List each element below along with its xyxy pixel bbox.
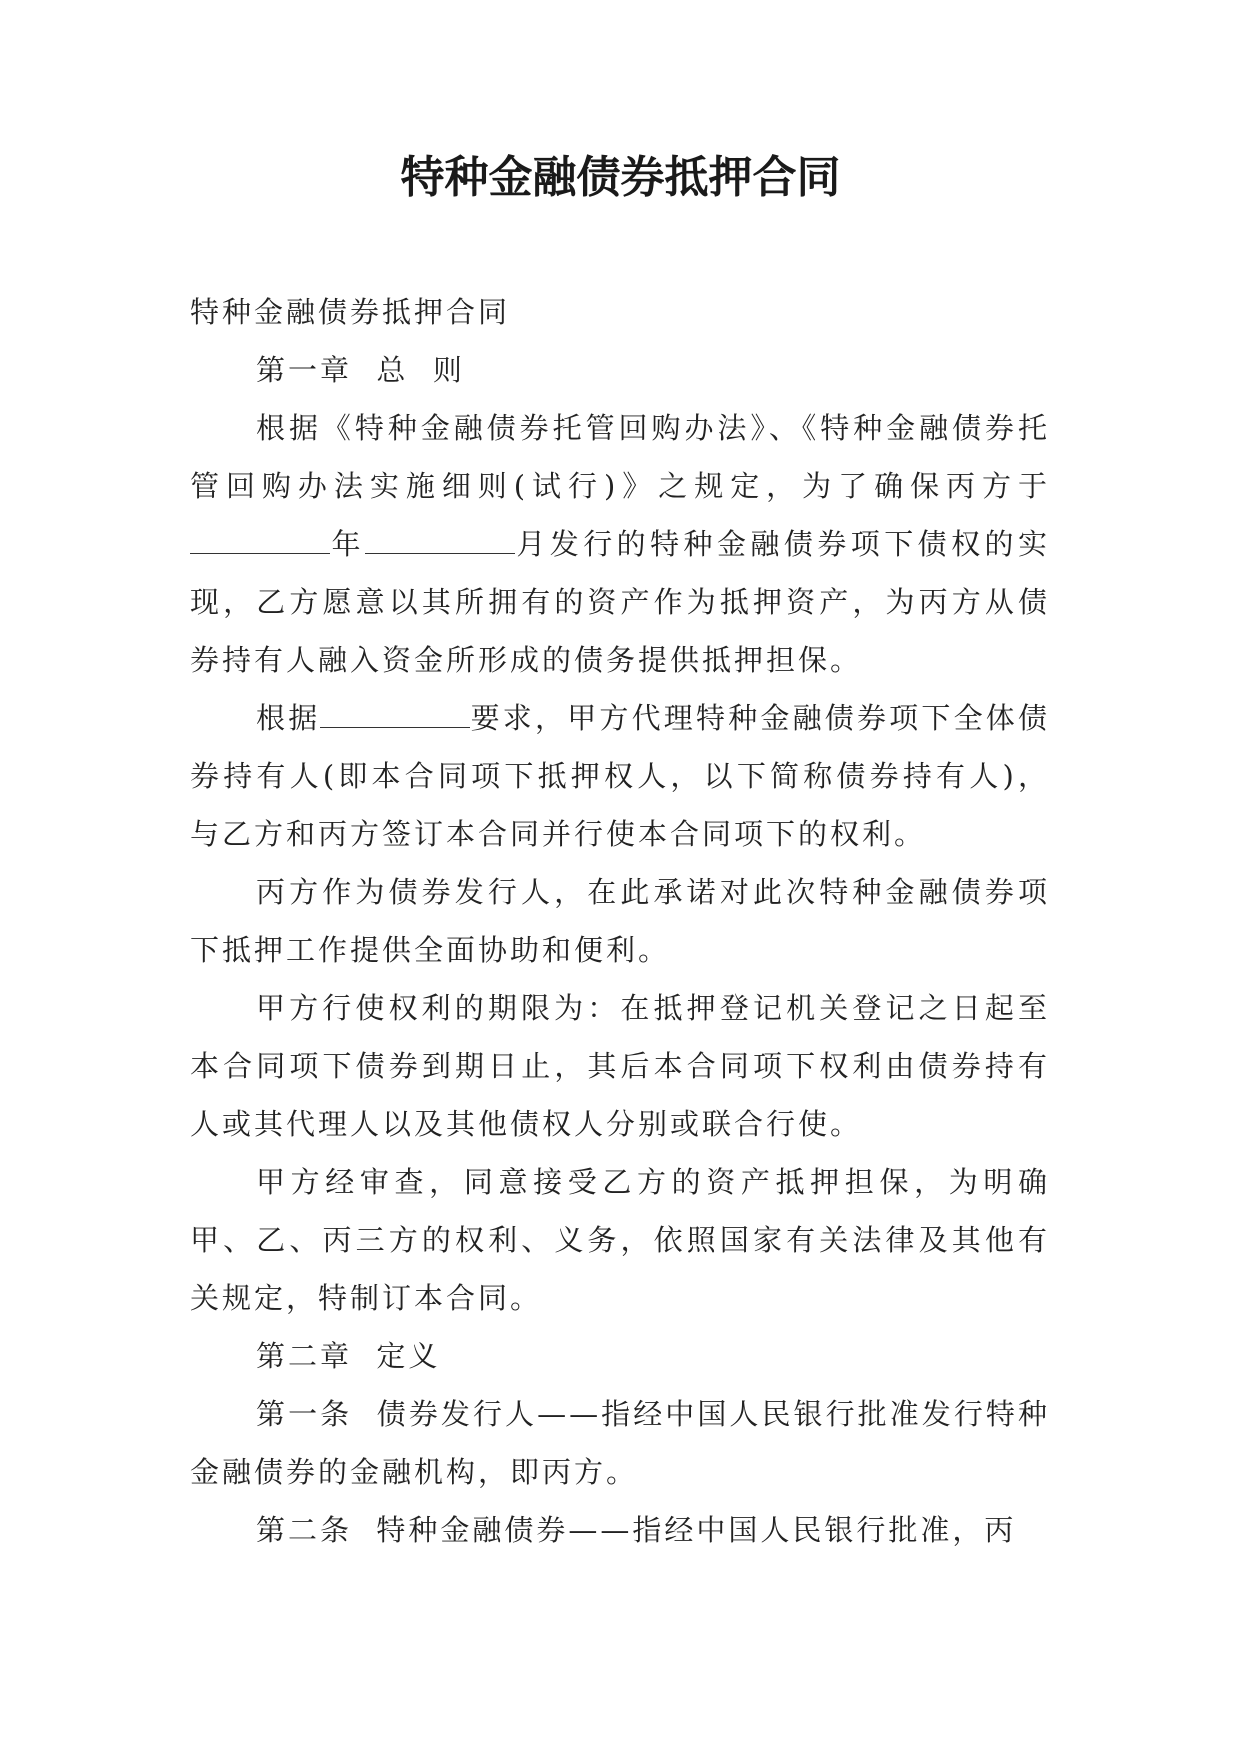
paragraph: 甲方经审查，同意接受乙方的资产抵押担保，为明确甲、乙、丙三方的权利、义务，依照国家有关法律及其他有关规定，特制订本合同。 [190, 1165, 1050, 1315]
contract-name-line: 特种金融债券抵押合同 [190, 295, 511, 329]
paragraph: 丙方作为债券发行人，在此承诺对此次特种金融债券项下抵押工作提供全面协助和便利。 [190, 875, 1050, 967]
chapter-heading: 第一章 总 则 [256, 353, 465, 387]
paragraph-text: 年 [330, 527, 365, 561]
blank-year-field[interactable] [190, 523, 330, 554]
paragraph-text: 根据 [256, 701, 321, 735]
paragraph-text: 根据《特种金融债券托管回购办法》、《特种金融债券托管回购办法实施细则(试行)》之规定，为了确保丙方于 [190, 411, 1050, 503]
blank-month-field[interactable] [365, 523, 515, 554]
article: 第一条 债券发行人——指经中国人民银行批准发行特种金融债券的金融机构，即丙方。 [190, 1397, 1050, 1489]
blank-requester-field[interactable] [320, 697, 470, 728]
paragraph [190, 399, 1050, 689]
paragraph [190, 689, 1050, 863]
chapter-heading: 第二章 定义 [256, 1339, 441, 1373]
document-title: 特种金融债券抵押合同 [400, 152, 841, 203]
paragraph-text: 月发行的特种金融债券项下债权的实现，乙方愿意以其所拥有的资产作为抵押资产，为丙方从债券持有人融入资金所形成的债务提供抵押担保。 [190, 527, 1050, 677]
paragraph-text: 要求，甲方代理特种金融债券项下全体债券持有人(即本合同项下抵押权人，以下简称债券持有人)，与乙方和丙方签订本合同并行使本合同项下的权利。 [190, 701, 1050, 851]
paragraph: 甲方行使权利的期限为：在抵押登记机关登记之日起至本合同项下债券到期日止，其后本合同项下权利由债券持有人或其代理人以及其他债权人分别或联合行使。 [190, 991, 1050, 1141]
document-body [190, 283, 1050, 1559]
article: 第二条 特种金融债券——指经中国人民银行批准，丙 [256, 1513, 1017, 1547]
